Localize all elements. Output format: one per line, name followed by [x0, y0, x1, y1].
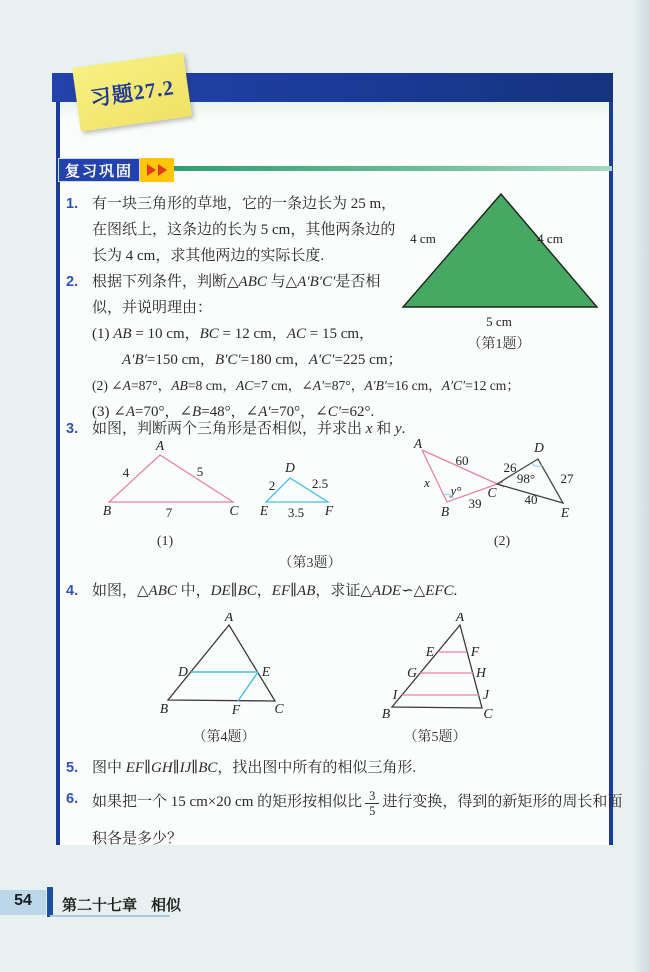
- side-label: 60: [455, 453, 469, 468]
- problem-5: [66, 755, 416, 781]
- vertex-label: D: [178, 664, 188, 679]
- problem-number: 1.: [66, 196, 79, 212]
- side-label: 39: [468, 496, 482, 511]
- side-label: 5: [196, 464, 204, 479]
- side-label: 27: [560, 471, 574, 486]
- footer-divider: [47, 887, 53, 917]
- angle-label: y°: [450, 483, 462, 498]
- vertex-label: F: [470, 644, 480, 659]
- vertex-label: C: [229, 503, 239, 518]
- vertex-label: B: [440, 504, 450, 519]
- vertex-label: H: [476, 665, 486, 680]
- side-label: 2.5: [311, 476, 329, 491]
- side-label: 2: [268, 478, 276, 493]
- chapter-title: 第二十七章: [62, 898, 138, 914]
- vertex-label: C: [487, 485, 497, 500]
- side-label: 4: [122, 465, 130, 480]
- chapter-topic: 相似: [151, 898, 182, 914]
- problem-subitem: (2) ∠A=87°，AB=8 cm，AC=7 cm，∠A′=87°，A′B′=16 cm，A′C′=12 cm；: [92, 378, 520, 393]
- problem-text-line: 如图，判断两个三角形是否相似，并求出 x 和 y.: [92, 421, 406, 437]
- section-label: 复习巩固: [64, 162, 133, 180]
- vertex-label: C: [274, 701, 284, 716]
- problem-text-line: 如图，△ABC 中，DE∥BC，EF∥AB，求证△ADE∽△EFC.: [92, 583, 458, 599]
- problem-text-line: 似，并说明理由：: [92, 300, 213, 316]
- arrow-right-icon: [158, 164, 167, 176]
- problem-number: 5.: [66, 760, 79, 776]
- section-badge: [58, 158, 140, 182]
- figure-caption: （第4题）: [192, 730, 256, 745]
- side-label: 5 cm: [486, 314, 512, 329]
- problem-text-line: 积各是多少？: [92, 831, 183, 847]
- section-rule: [174, 166, 612, 171]
- figure-caption: （第3题）: [278, 556, 342, 571]
- page-edge-shadow: [632, 0, 650, 972]
- chapter-underline: [50, 915, 170, 917]
- subfigure-caption: (1): [156, 534, 174, 549]
- frame-border-left: [56, 102, 60, 845]
- arrow-right-icon: [147, 164, 156, 176]
- section-arrow-box: [140, 158, 174, 182]
- angle-label: 98°: [516, 471, 536, 486]
- vertex-label: E: [261, 664, 271, 679]
- problem-number: 6.: [66, 791, 79, 807]
- vertex-label: E: [259, 503, 269, 518]
- side-label: 7: [165, 505, 173, 520]
- problem-number: 2.: [66, 274, 79, 290]
- problem-1: [66, 191, 396, 269]
- problem-text-line: 有一块三角形的草地，它的一条边长为 25 m，: [92, 196, 397, 212]
- side-label: 3.5: [287, 505, 305, 520]
- figure-caption: （第5题）: [403, 730, 467, 745]
- vertex-label: A: [224, 613, 234, 624]
- problem-4: [66, 578, 457, 604]
- vertex-label: I: [392, 687, 398, 702]
- figure-q5: [375, 613, 520, 748]
- vertex-label: F: [231, 702, 241, 717]
- vertex-label: J: [483, 687, 489, 702]
- figure-caption: （第1题）: [467, 337, 531, 352]
- problem-text-line: 根据下列条件，判断△ABC 与△A′B′C′是否相: [92, 274, 381, 290]
- vertex-label: F: [324, 503, 334, 518]
- vertex-label: E: [560, 505, 570, 520]
- page-number: 54: [14, 892, 32, 909]
- subfigure-caption: (2): [493, 534, 511, 549]
- side-label: 4 cm: [537, 231, 563, 246]
- chapter-heading: [62, 894, 181, 915]
- side-label: 4 cm: [410, 231, 436, 246]
- segment-ef: [238, 672, 258, 701]
- problem-subitem: (1) AB = 10 cm，BC = 12 cm，AC = 15 cm，: [92, 326, 375, 342]
- vertex-label: C: [483, 706, 493, 721]
- vertex-label: A: [413, 438, 423, 451]
- side-label: 26: [503, 460, 517, 475]
- vertex-label: D: [534, 440, 544, 455]
- figure-q4: [148, 613, 338, 748]
- side-label: x: [424, 475, 430, 490]
- problem-number: 4.: [66, 583, 79, 599]
- figure-q3-1: [93, 438, 358, 553]
- problem-subitem-cont: A′B′=150 cm，B′C′=180 cm，A′C′=225 cm；: [122, 352, 403, 368]
- vertex-label: B: [159, 701, 169, 716]
- figure-q3-2: [405, 438, 615, 553]
- problem-subitem: (3) ∠A=70°，∠B=48°，∠A′=70°，∠C′=62°.: [92, 404, 375, 420]
- problem-6: [66, 786, 622, 852]
- vertex-label: D: [285, 460, 295, 475]
- problem-number: 3.: [66, 421, 79, 437]
- vertex-label: A: [155, 438, 165, 453]
- side-label: 40: [524, 492, 538, 507]
- vertex-label: A: [455, 613, 465, 624]
- triangle-abc: [168, 625, 275, 701]
- problem-text-line: 图中 EF∥GH∥IJ∥BC，找出图中所有的相似三角形.: [92, 760, 417, 776]
- problem-text-line: 如果把一个 15 cm×20 cm 的矩形按相似比 $\frac{3}{5}$ 进行变换，得到的新矩形的周长和面: [92, 789, 623, 818]
- vertex-label: E: [425, 644, 435, 659]
- vertex-label: G: [407, 665, 417, 680]
- problem-text-line: 在图纸上，这条边的长为 5 cm，其他两条边的: [92, 222, 396, 238]
- problem-text-line: 长为 4 cm，求其他两边的实际长度.: [92, 248, 325, 264]
- vertex-label: B: [381, 706, 391, 721]
- vertex-label: B: [102, 503, 112, 518]
- exercise-title: 习题27.2: [88, 75, 176, 111]
- problem-2: [66, 269, 520, 425]
